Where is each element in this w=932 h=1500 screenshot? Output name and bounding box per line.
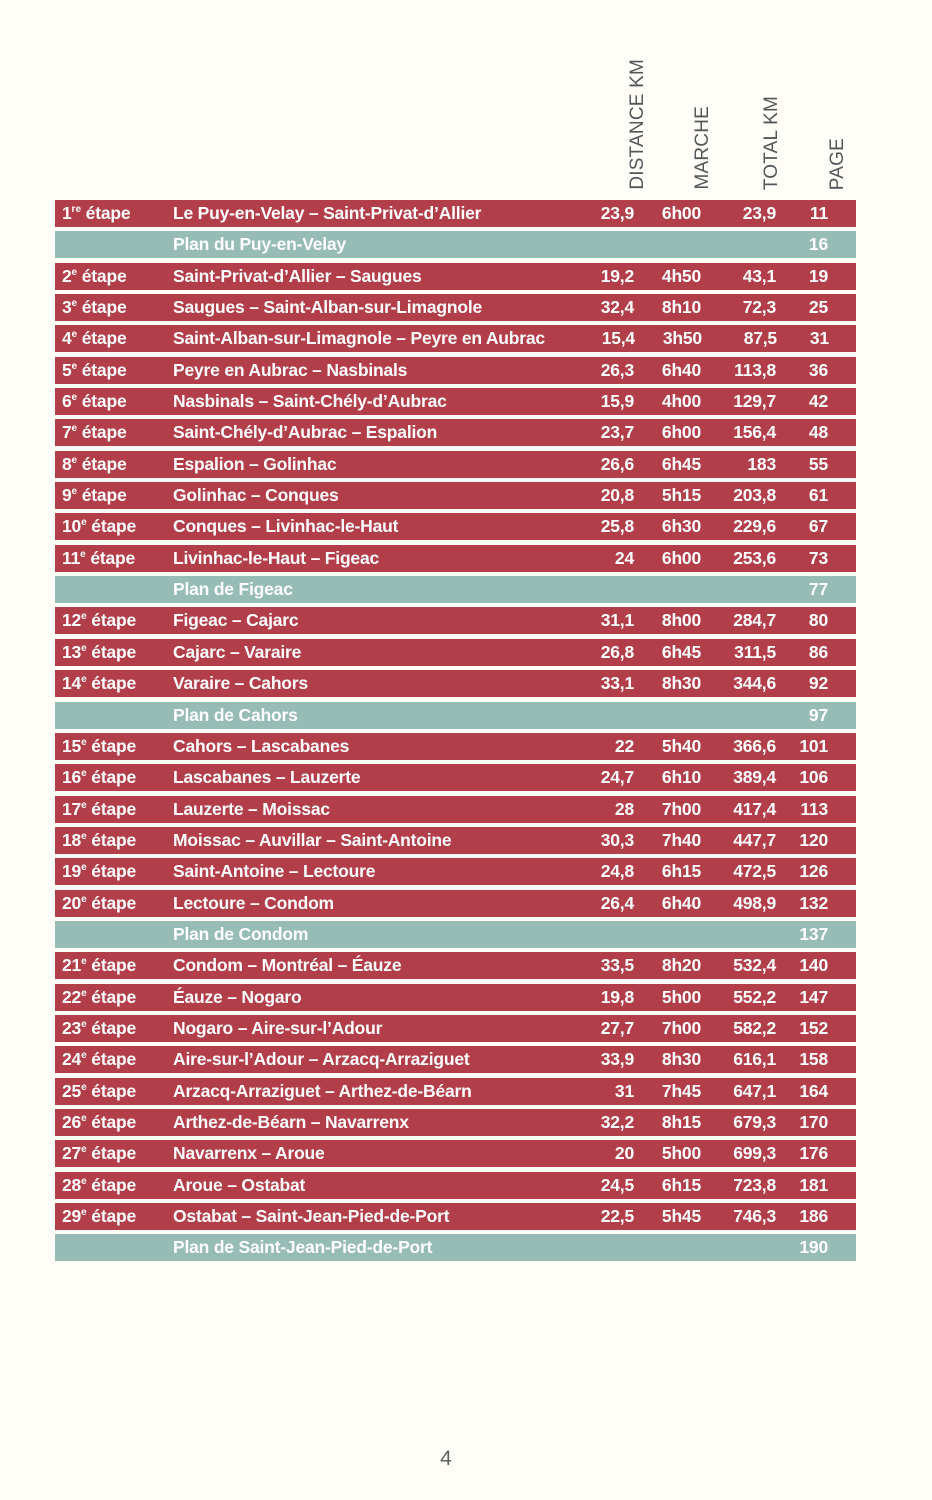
- page-number-value: 48: [808, 422, 828, 443]
- page-number-value: 101: [799, 735, 828, 756]
- total-km-value: 699,3: [733, 1143, 776, 1164]
- marche-duration-value: 7h45: [661, 1080, 701, 1101]
- stage-number-label: 1re étape: [62, 203, 131, 223]
- total-km-value: 72,3: [742, 297, 776, 318]
- marche-duration-value: 6h40: [661, 892, 701, 913]
- marche-duration-value: 4h50: [661, 265, 701, 286]
- distance-km-value: 19,2: [600, 265, 634, 286]
- page-number-value: 80: [808, 610, 828, 631]
- stage-title: Plan de Cahors: [173, 704, 298, 725]
- total-km-value: 647,1: [733, 1080, 776, 1101]
- page-number-value: 186: [799, 1206, 828, 1226]
- ordinal-superscript: e: [71, 298, 78, 310]
- total-km-value: 447,7: [733, 829, 776, 850]
- page-number-value: 147: [799, 986, 828, 1007]
- stage-title: Nasbinals – Saint-Chély-d’Aubrac: [173, 391, 447, 412]
- total-km-value: 723,8: [733, 1174, 776, 1195]
- stage-title: Aire-sur-l’Adour – Arzacq-Arraziguet: [173, 1049, 470, 1070]
- total-km-value: 156,4: [733, 422, 776, 443]
- total-km-value: 23,9: [742, 203, 776, 223]
- marche-duration-value: 4h00: [661, 391, 701, 412]
- stage-title: Cahors – Lascabanes: [173, 735, 350, 756]
- stage-title: Éauze – Nogaro: [173, 986, 302, 1007]
- plan-row: [55, 921, 856, 948]
- total-km-value: 679,3: [733, 1111, 776, 1132]
- marche-duration-value: 6h45: [661, 641, 701, 662]
- distance-km-value: 27,7: [600, 1017, 634, 1038]
- stage-title: Lectoure – Condom: [173, 892, 334, 913]
- stage-title: Varaire – Cahors: [173, 673, 308, 694]
- stage-row: [55, 200, 856, 227]
- plan-row: [55, 576, 856, 603]
- ordinal-superscript: e: [81, 611, 87, 623]
- stage-title: Saint-Alban-sur-Limagnole – Peyre en Aubrac: [173, 328, 545, 349]
- stage-row: [55, 1078, 856, 1105]
- distance-km-value: 24,7: [600, 767, 634, 788]
- page-number-value: 55: [808, 453, 828, 474]
- ordinal-superscript: e: [81, 1175, 87, 1187]
- distance-km-value: 31,1: [600, 610, 634, 631]
- page-number-value: 25: [808, 297, 828, 318]
- ordinal-superscript: e: [81, 1113, 87, 1125]
- page-number-value: 31: [809, 328, 829, 349]
- distance-km-value: 26,6: [600, 453, 634, 474]
- page-number-value: 140: [799, 955, 828, 976]
- page-number-value: 113: [800, 798, 828, 819]
- stage-number-label: 4e étape: [62, 328, 127, 349]
- distance-km-value: 19,8: [600, 986, 634, 1007]
- marche-duration-value: 8h15: [661, 1111, 701, 1132]
- stage-title: Conques – Livinhac-le-Haut: [173, 516, 399, 537]
- stage-title: Plan du Puy-en-Velay: [173, 234, 346, 255]
- stage-row: [55, 1046, 856, 1073]
- ordinal-superscript: e: [81, 1207, 87, 1219]
- page-number-value: 132: [799, 892, 828, 913]
- distance-km-value: 33,5: [600, 955, 634, 976]
- stage-row: [55, 263, 856, 290]
- column-header-distance-km: [624, 40, 650, 190]
- stage-row: [55, 639, 856, 666]
- stage-title: Ostabat – Saint-Jean-Pied-de-Port: [173, 1206, 450, 1226]
- marche-duration-value: 5h45: [661, 1206, 701, 1226]
- stage-row: [55, 513, 856, 540]
- total-km-value: 417,4: [733, 798, 776, 819]
- total-km-value: 311,5: [734, 641, 776, 662]
- marche-duration-value: 7h40: [661, 829, 701, 850]
- stage-row: [55, 952, 856, 979]
- stage-number-label: 23e étape: [62, 1017, 137, 1038]
- total-km-value: 183: [747, 453, 776, 474]
- stage-row: [55, 1140, 856, 1167]
- stage-row: [55, 607, 856, 634]
- stage-row: [55, 388, 856, 415]
- stage-title: Saint-Privat-d’Allier – Saugues: [173, 265, 422, 286]
- stage-row: [55, 451, 856, 478]
- distance-km-value: 22: [614, 735, 634, 756]
- stage-number-label: 7e étape: [62, 422, 127, 443]
- stage-number-label: 14e étape: [62, 673, 137, 694]
- marche-duration-value: 8h10: [661, 297, 701, 318]
- stage-title: Figeac – Cajarc: [173, 610, 299, 631]
- marche-duration-value: 7h00: [661, 798, 701, 819]
- stage-title: Aroue – Ostabat: [173, 1174, 306, 1195]
- stage-number-label: 18e étape: [62, 829, 137, 850]
- stage-title: Saint-Chély-d’Aubrac – Espalion: [173, 422, 438, 443]
- marche-duration-value: 5h00: [661, 986, 701, 1007]
- ordinal-superscript: e: [81, 862, 87, 874]
- distance-km-value: 15,4: [601, 328, 635, 349]
- stage-number-label: 27e étape: [62, 1143, 137, 1164]
- stage-title: Arzacq-Arraziguet – Arthez-de-Béarn: [173, 1080, 472, 1101]
- stage-title: Livinhac-le-Haut – Figeac: [173, 547, 380, 568]
- stage-number-label: 8e étape: [62, 453, 127, 474]
- page-number-value: 67: [808, 516, 828, 537]
- marche-duration-value: 6h00: [661, 422, 701, 443]
- stage-number-label: 25e étape: [62, 1080, 137, 1101]
- distance-km-value: 24,5: [600, 1174, 634, 1195]
- page-number-value: 190: [799, 1237, 828, 1258]
- column-header-page-label: PAGE: [826, 137, 848, 190]
- total-km-value: 472,5: [733, 861, 776, 882]
- marche-duration-value: 8h00: [661, 610, 701, 631]
- stage-title: Le Puy-en-Velay – Saint-Privat-d’Allier: [173, 203, 482, 223]
- distance-km-value: 24,8: [600, 861, 634, 882]
- ordinal-superscript: e: [81, 893, 87, 905]
- column-header-marche: [689, 40, 715, 190]
- total-km-value: 746,3: [733, 1206, 776, 1226]
- stage-title: Lauzerte – Moissac: [173, 798, 330, 819]
- distance-km-value: 31: [614, 1080, 634, 1101]
- distance-km-value: 32,2: [600, 1111, 634, 1132]
- column-header-total-km: [758, 40, 784, 190]
- ordinal-superscript: e: [81, 517, 87, 529]
- marche-duration-value: 6h15: [661, 861, 701, 882]
- ordinal-superscript: e: [81, 831, 87, 843]
- marche-duration-value: 6h00: [661, 203, 701, 223]
- ordinal-superscript: e: [81, 1144, 87, 1156]
- stage-title: Condom – Montréal – Éauze: [173, 955, 402, 976]
- total-km-value: 344,6: [733, 673, 776, 694]
- page-number-value: 92: [808, 673, 828, 694]
- page-number-value: 106: [799, 767, 828, 788]
- ordinal-superscript: re: [71, 204, 81, 216]
- page-number-value: 16: [808, 234, 828, 255]
- stage-row: [55, 419, 856, 446]
- marche-duration-value: 6h30: [661, 516, 701, 537]
- stage-title: Lascabanes – Lauzerte: [173, 767, 361, 788]
- stage-number-label: 6e étape: [62, 391, 127, 412]
- distance-km-value: 22,5: [600, 1206, 634, 1226]
- stage-row: [55, 357, 856, 384]
- stage-number-label: 19e étape: [62, 861, 137, 882]
- marche-duration-value: 5h15: [661, 485, 701, 506]
- stage-title: Plan de Condom: [173, 923, 309, 944]
- stage-row: [55, 545, 856, 572]
- distance-km-value: 33,1: [600, 673, 634, 694]
- column-header-page: [824, 40, 850, 190]
- stage-title: Cajarc – Varaire: [173, 641, 302, 662]
- page-number-value: 120: [799, 829, 828, 850]
- page-number-value: 170: [799, 1111, 828, 1132]
- stage-number-label: 24e étape: [62, 1049, 137, 1070]
- stage-number-label: 20e étape: [62, 892, 137, 913]
- total-km-value: 253,6: [733, 547, 776, 568]
- stage-title: Saint-Antoine – Lectoure: [173, 861, 376, 882]
- total-km-value: 229,6: [733, 516, 776, 537]
- stage-number-label: 16e étape: [62, 767, 137, 788]
- stage-title: Moissac – Auvillar – Saint-Antoine: [173, 829, 452, 850]
- page-number-value: 11: [809, 203, 828, 223]
- distance-km-value: 15,9: [600, 391, 634, 412]
- ordinal-superscript: e: [81, 956, 87, 968]
- column-header-total-km-label: TOTAL KM: [760, 95, 782, 190]
- total-km-value: 284,7: [733, 610, 776, 631]
- stage-row: [55, 1109, 856, 1136]
- distance-km-value: 20,8: [600, 485, 634, 506]
- page-number-value: 73: [808, 547, 828, 568]
- stage-number-label: 22e étape: [62, 986, 137, 1007]
- total-km-value: 582,2: [733, 1017, 776, 1038]
- stage-number-label: 26e étape: [62, 1111, 137, 1132]
- stage-title: Espalion – Golinhac: [173, 453, 337, 474]
- ordinal-superscript: e: [81, 1081, 87, 1093]
- distance-km-value: 32,4: [600, 297, 634, 318]
- stages-table: [55, 200, 856, 1266]
- plan-row: [55, 231, 856, 258]
- stage-row: [55, 670, 856, 697]
- total-km-value: 552,2: [733, 986, 776, 1007]
- stage-number-label: 9e étape: [62, 485, 127, 506]
- ordinal-superscript: e: [71, 329, 78, 341]
- stage-row: [55, 890, 856, 917]
- page-number-value: 36: [808, 359, 828, 380]
- page-number-value: 61: [808, 485, 828, 506]
- stage-number-label: 12e étape: [62, 610, 137, 631]
- marche-duration-value: 8h20: [661, 955, 701, 976]
- stage-title: Nogaro – Aire-sur-l’Adour: [173, 1017, 383, 1038]
- marche-duration-value: 5h40: [661, 735, 701, 756]
- page-number-value: 86: [808, 641, 828, 662]
- distance-km-value: 23,7: [600, 422, 634, 443]
- stage-row: [55, 1172, 856, 1199]
- ordinal-superscript: e: [81, 987, 87, 999]
- page-number-value: 137: [799, 923, 828, 944]
- stage-row: [55, 764, 856, 791]
- stage-number-label: 28e étape: [62, 1174, 137, 1195]
- marche-duration-value: 8h30: [661, 1049, 701, 1070]
- stage-title: Arthez-de-Béarn – Navarrenx: [173, 1111, 409, 1132]
- stage-row: [55, 1203, 856, 1230]
- stage-number-label: 17e étape: [62, 798, 137, 819]
- column-header-marche-label: MARCHE: [691, 106, 713, 190]
- stage-title: Peyre en Aubrac – Nasbinals: [173, 359, 408, 380]
- stage-title: Saugues – Saint-Alban-sur-Limagnole: [173, 297, 483, 318]
- page-number-value: 152: [799, 1017, 828, 1038]
- stage-row: [55, 858, 856, 885]
- column-header-distance-km-label: DISTANCE KM: [626, 59, 648, 190]
- marche-duration-value: 8h30: [661, 673, 701, 694]
- page-number-value: 97: [808, 704, 828, 725]
- page-number-value: 126: [799, 861, 828, 882]
- marche-duration-value: 3h50: [662, 328, 702, 349]
- total-km-value: 87,5: [743, 328, 777, 349]
- stage-number-label: 15e étape: [62, 735, 137, 756]
- distance-km-value: 24: [614, 547, 634, 568]
- total-km-value: 113,8: [734, 359, 776, 380]
- stage-row: [55, 1015, 856, 1042]
- marche-duration-value: 6h40: [661, 359, 701, 380]
- ordinal-superscript: e: [71, 486, 78, 498]
- marche-duration-value: 6h15: [661, 1174, 701, 1195]
- stage-number-label: 13e étape: [62, 641, 137, 662]
- page-number-value: 19: [808, 265, 828, 286]
- marche-duration-value: 6h00: [661, 547, 701, 568]
- ordinal-superscript: e: [71, 454, 78, 466]
- page-number-value: 181: [799, 1174, 828, 1195]
- ordinal-superscript: e: [71, 266, 78, 278]
- marche-duration-value: 6h10: [661, 767, 701, 788]
- stage-row: [55, 984, 856, 1011]
- page-number-value: 176: [799, 1143, 828, 1164]
- distance-km-value: 33,9: [600, 1049, 634, 1070]
- page-folio-number: 4: [440, 1447, 452, 1470]
- stage-row: [55, 325, 856, 352]
- distance-km-value: 26,4: [600, 892, 634, 913]
- total-km-value: 129,7: [733, 391, 776, 412]
- total-km-value: 532,4: [733, 955, 776, 976]
- stage-number-label: 11e étape: [62, 547, 136, 568]
- marche-duration-value: 7h00: [661, 1017, 701, 1038]
- marche-duration-value: 6h45: [661, 453, 701, 474]
- stage-row: [55, 827, 856, 854]
- distance-km-value: 30,3: [600, 829, 634, 850]
- stage-title: Navarrenx – Aroue: [173, 1143, 325, 1164]
- total-km-value: 616,1: [733, 1049, 776, 1070]
- stage-number-label: 29e étape: [62, 1206, 137, 1226]
- distance-km-value: 25,8: [600, 516, 634, 537]
- plan-row: [55, 1234, 856, 1261]
- distance-km-value: 20: [614, 1143, 634, 1164]
- page-number-value: 164: [799, 1080, 828, 1101]
- ordinal-superscript: e: [81, 642, 87, 654]
- page-number-value: 158: [799, 1049, 828, 1070]
- stage-number-label: 21e étape: [62, 955, 137, 976]
- ordinal-superscript: e: [81, 737, 87, 749]
- stage-title: Golinhac – Conques: [173, 485, 339, 506]
- distance-km-value: 26,3: [600, 359, 634, 380]
- stage-number-label: 10e étape: [62, 516, 137, 537]
- total-km-value: 498,9: [733, 892, 776, 913]
- total-km-value: 366,6: [733, 735, 776, 756]
- ordinal-superscript: e: [81, 1019, 87, 1031]
- stage-row: [55, 294, 856, 321]
- ordinal-superscript: e: [71, 360, 78, 372]
- ordinal-superscript: e: [81, 799, 87, 811]
- stage-row: [55, 796, 856, 823]
- stage-row: [55, 733, 856, 760]
- ordinal-superscript: e: [81, 768, 87, 780]
- ordinal-superscript: e: [81, 1050, 87, 1062]
- distance-km-value: 26,8: [600, 641, 634, 662]
- total-km-value: 43,1: [742, 265, 776, 286]
- marche-duration-value: 5h00: [661, 1143, 701, 1164]
- page-number-value: 42: [808, 391, 828, 412]
- stage-number-label: 3e étape: [62, 297, 127, 318]
- ordinal-superscript: e: [71, 392, 78, 404]
- stage-number-label: 2e étape: [62, 265, 127, 286]
- stage-number-label: 5e étape: [62, 359, 127, 380]
- page-number-value: 77: [808, 579, 828, 600]
- ordinal-superscript: e: [80, 548, 86, 560]
- distance-km-value: 23,9: [600, 203, 634, 223]
- total-km-value: 389,4: [733, 767, 776, 788]
- stage-row: [55, 482, 856, 509]
- total-km-value: 203,8: [733, 485, 776, 506]
- plan-row: [55, 702, 856, 729]
- distance-km-value: 28: [614, 798, 634, 819]
- ordinal-superscript: e: [71, 423, 78, 435]
- stage-title: Plan de Figeac: [173, 579, 293, 600]
- stage-title: Plan de Saint-Jean-Pied-de-Port: [173, 1237, 433, 1258]
- ordinal-superscript: e: [81, 674, 87, 686]
